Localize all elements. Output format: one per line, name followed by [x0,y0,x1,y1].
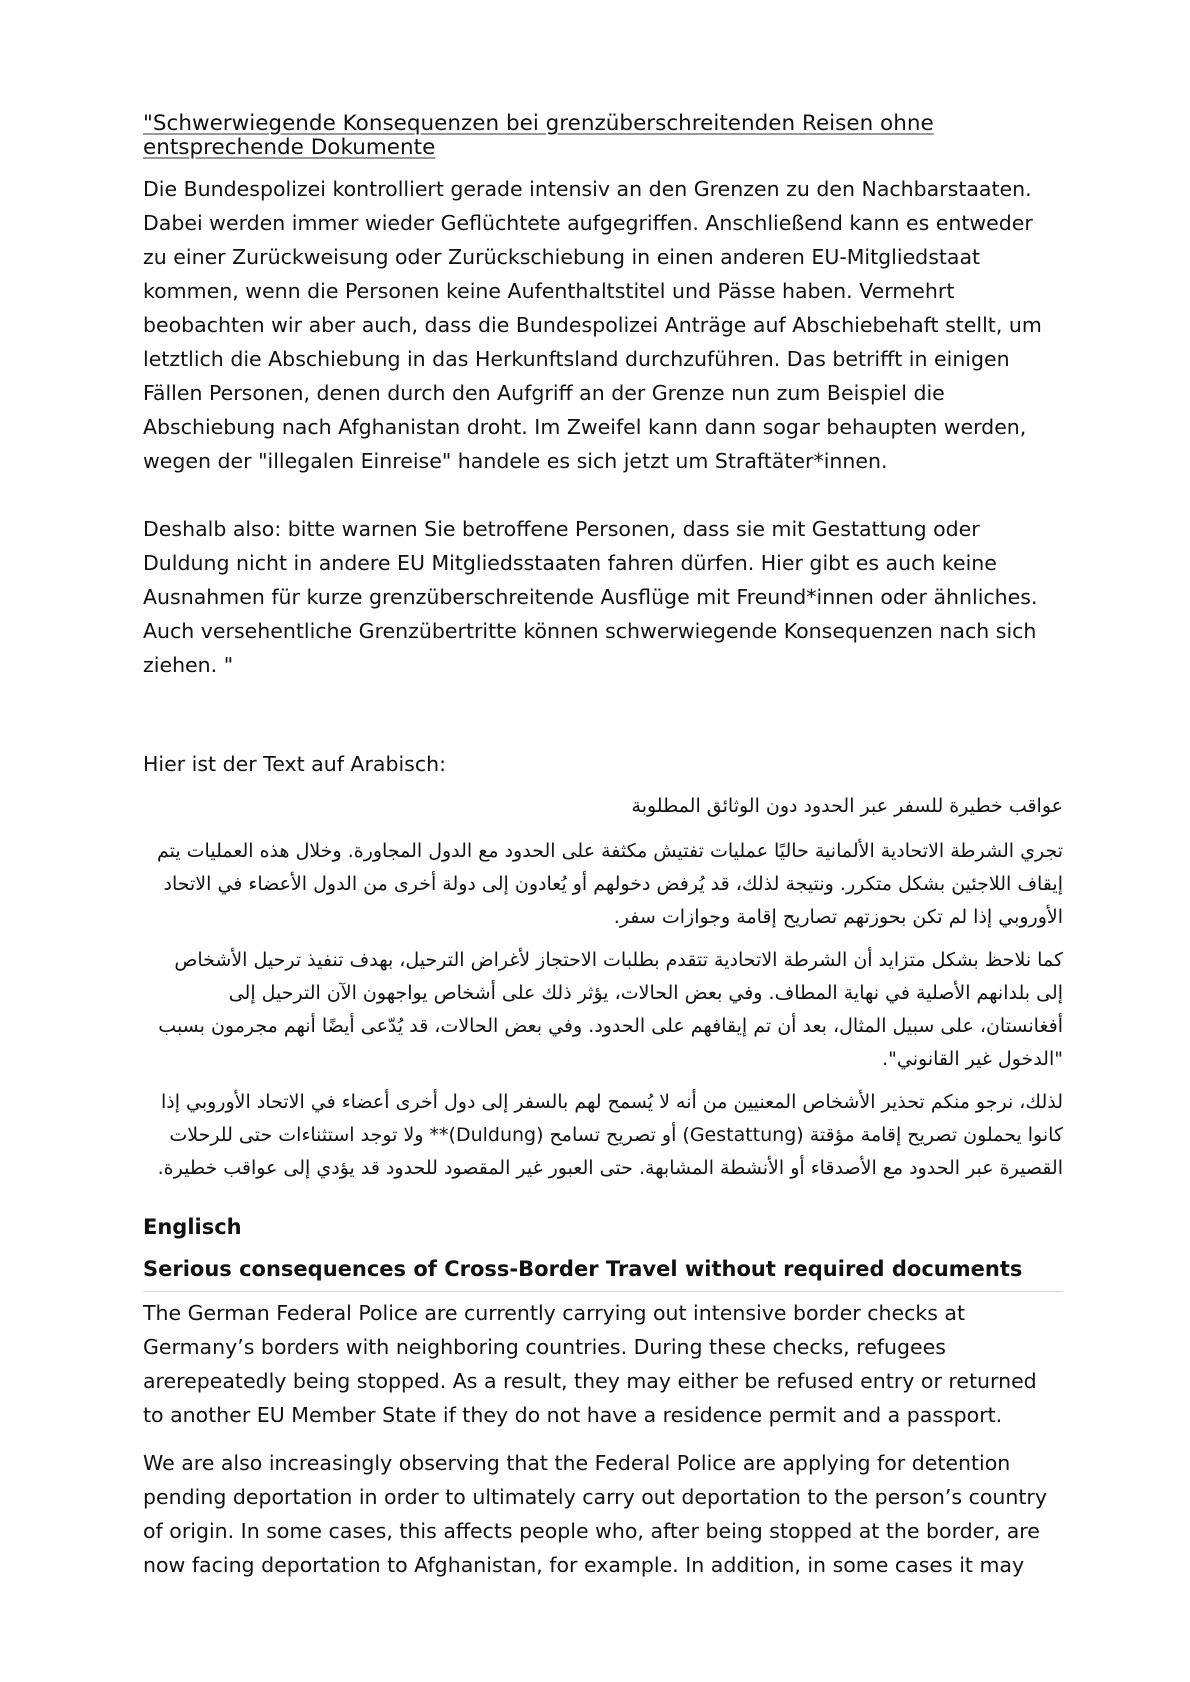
arabic-title: عواقب خطيرة للسفر عبر الحدود دون الوثائق المطلوبة [631,795,1063,817]
german-paragraph-1: Die Bundespolizei kontrolliert gerade intensiv an den Grenzen zu den Nachbarstaaten. Dabei werden immer wieder Geflüchtete aufgegriffen. Anschließend kann es entweder zu einer Zurückweisung oder Zurückschiebung in einen anderen EU-Mitgliedstaat kommen, wenn die Personen keine Aufenthaltstitel und Pässe haben. Vermehrt beobachten wir aber auch, dass die Bundespolizei Anträge auf Abschiebehaft stellt, um letztlich die Abschiebung in das Herkunftsland durchzuführen. Das betrifft in einigen Fällen Personen, denen durch den Aufgriff an der Grenze nun zum Beispiel die Abschiebung nach Afghanistan droht. Im Zweifel kann dann sogar behaupten werden, wegen der "illegalen Einreise" handele es sich jetzt um Straftäter*innen. [143,177,1042,473]
german-title: "Schwerwiegende Konsequenzen bei grenzüberschreitenden Reisen ohne entsprechende Dokumente [143,111,934,160]
spacer [143,478,1063,512]
german-paragraph-2: Deshalb also: bitte warnen Sie betroffene Personen, dass sie mit Gestattung oder Duldung nicht in andere EU Mitgliedsstaaten fahren dürfen. Hier gibt es auch keine Ausnahmen für kurze grenzüberschreitende Ausflüge mit Freund*innen oder ähnliches. Auch versehentliche Grenzübertritte können schwerwiegende Konsequenzen nach sich ziehen. " [143,517,1038,677]
english-paragraph-1: The German Federal Police are currently carrying out intensive border checks at Germany’s borders with neighboring countries. During these checks, refugees arerepeatedly being stopped. As a result, they may either be refused entry or returned to another EU Member State if they do not have a residence permit and a passport. [143,1301,1037,1427]
arabic-paragraph-1: تجري الشرطة الاتحادية الألمانية حاليًا عمليات تفتيش مكثفة على الحدود مع الدول المجاورة. وخلال هذه العمليات يتم إيقاف اللاجئين بشكل متكرر. ونتيجة لذلك، قد يُرفض دخولهم أو يُعادون إلى دولة أخرى من الدول الأعضاء في الاتحاد الأوروبي إذا لم تكن بحوزتهم تصاريح إقامة وجوازات سفر. [156,840,1063,928]
arabic-intro-heading: Hier ist der Text auf Arabisch: [143,752,447,776]
english-paragraph-2: We are also increasingly observing that the Federal Police are applying for detention pending deportation in order to ultimately carry out deportation to the person’s country of origin. In some cases, this affects people who, after being stopped at the border, are now facing deportation to Afghanistan, for example. In addition, in some cases it may [143,1451,1047,1577]
title-divider [143,1291,1063,1292]
arabic-paragraph-3: لذلك، نرجو منكم تحذير الأشخاص المعنيين من أنه لا يُسمح لهم بالسفر إلى دول أخرى أعضاء في الاتحاد الأوروبي إذا كانوا يحملون تصريح إقامة مؤقتة (Gestattung) أو تصريح تسامح (Duldung)** ولا توجد استثناءات حتى للرحلات القصيرة عبر الحدود مع الأصدقاء أو الأنشطة المشابهة. حتى العبور غير المقصود للحدود قد يؤدي إلى عواقب خطيرة. [157,1091,1063,1179]
document-content [143,112,1063,1596]
spacer [143,682,1063,750]
arabic-paragraph-2: كما نلاحظ بشكل متزايد أن الشرطة الاتحادية تتقدم بطلبات الاحتجاز لأغراض الترحيل، بهدف تنفيذ ترحيل الأشخاص إلى بلدانهم الأصلية في نهاية المطاف. وفي بعض الحالات، يؤثر ذلك على أشخاص يواجهون الآن الترحيل إلى أفغانستان، على سبيل المثال، بعد أن تم إيقافهم على الحدود. وفي بعض الحالات، قد يُدّعى أيضًا أنهم مجرمون بسبب "الدخول غير القانوني". [158,949,1063,1070]
english-title: Serious consequences of Cross-Border Travel without required documents [143,1257,1023,1281]
english-section-label: Englisch [143,1215,242,1239]
